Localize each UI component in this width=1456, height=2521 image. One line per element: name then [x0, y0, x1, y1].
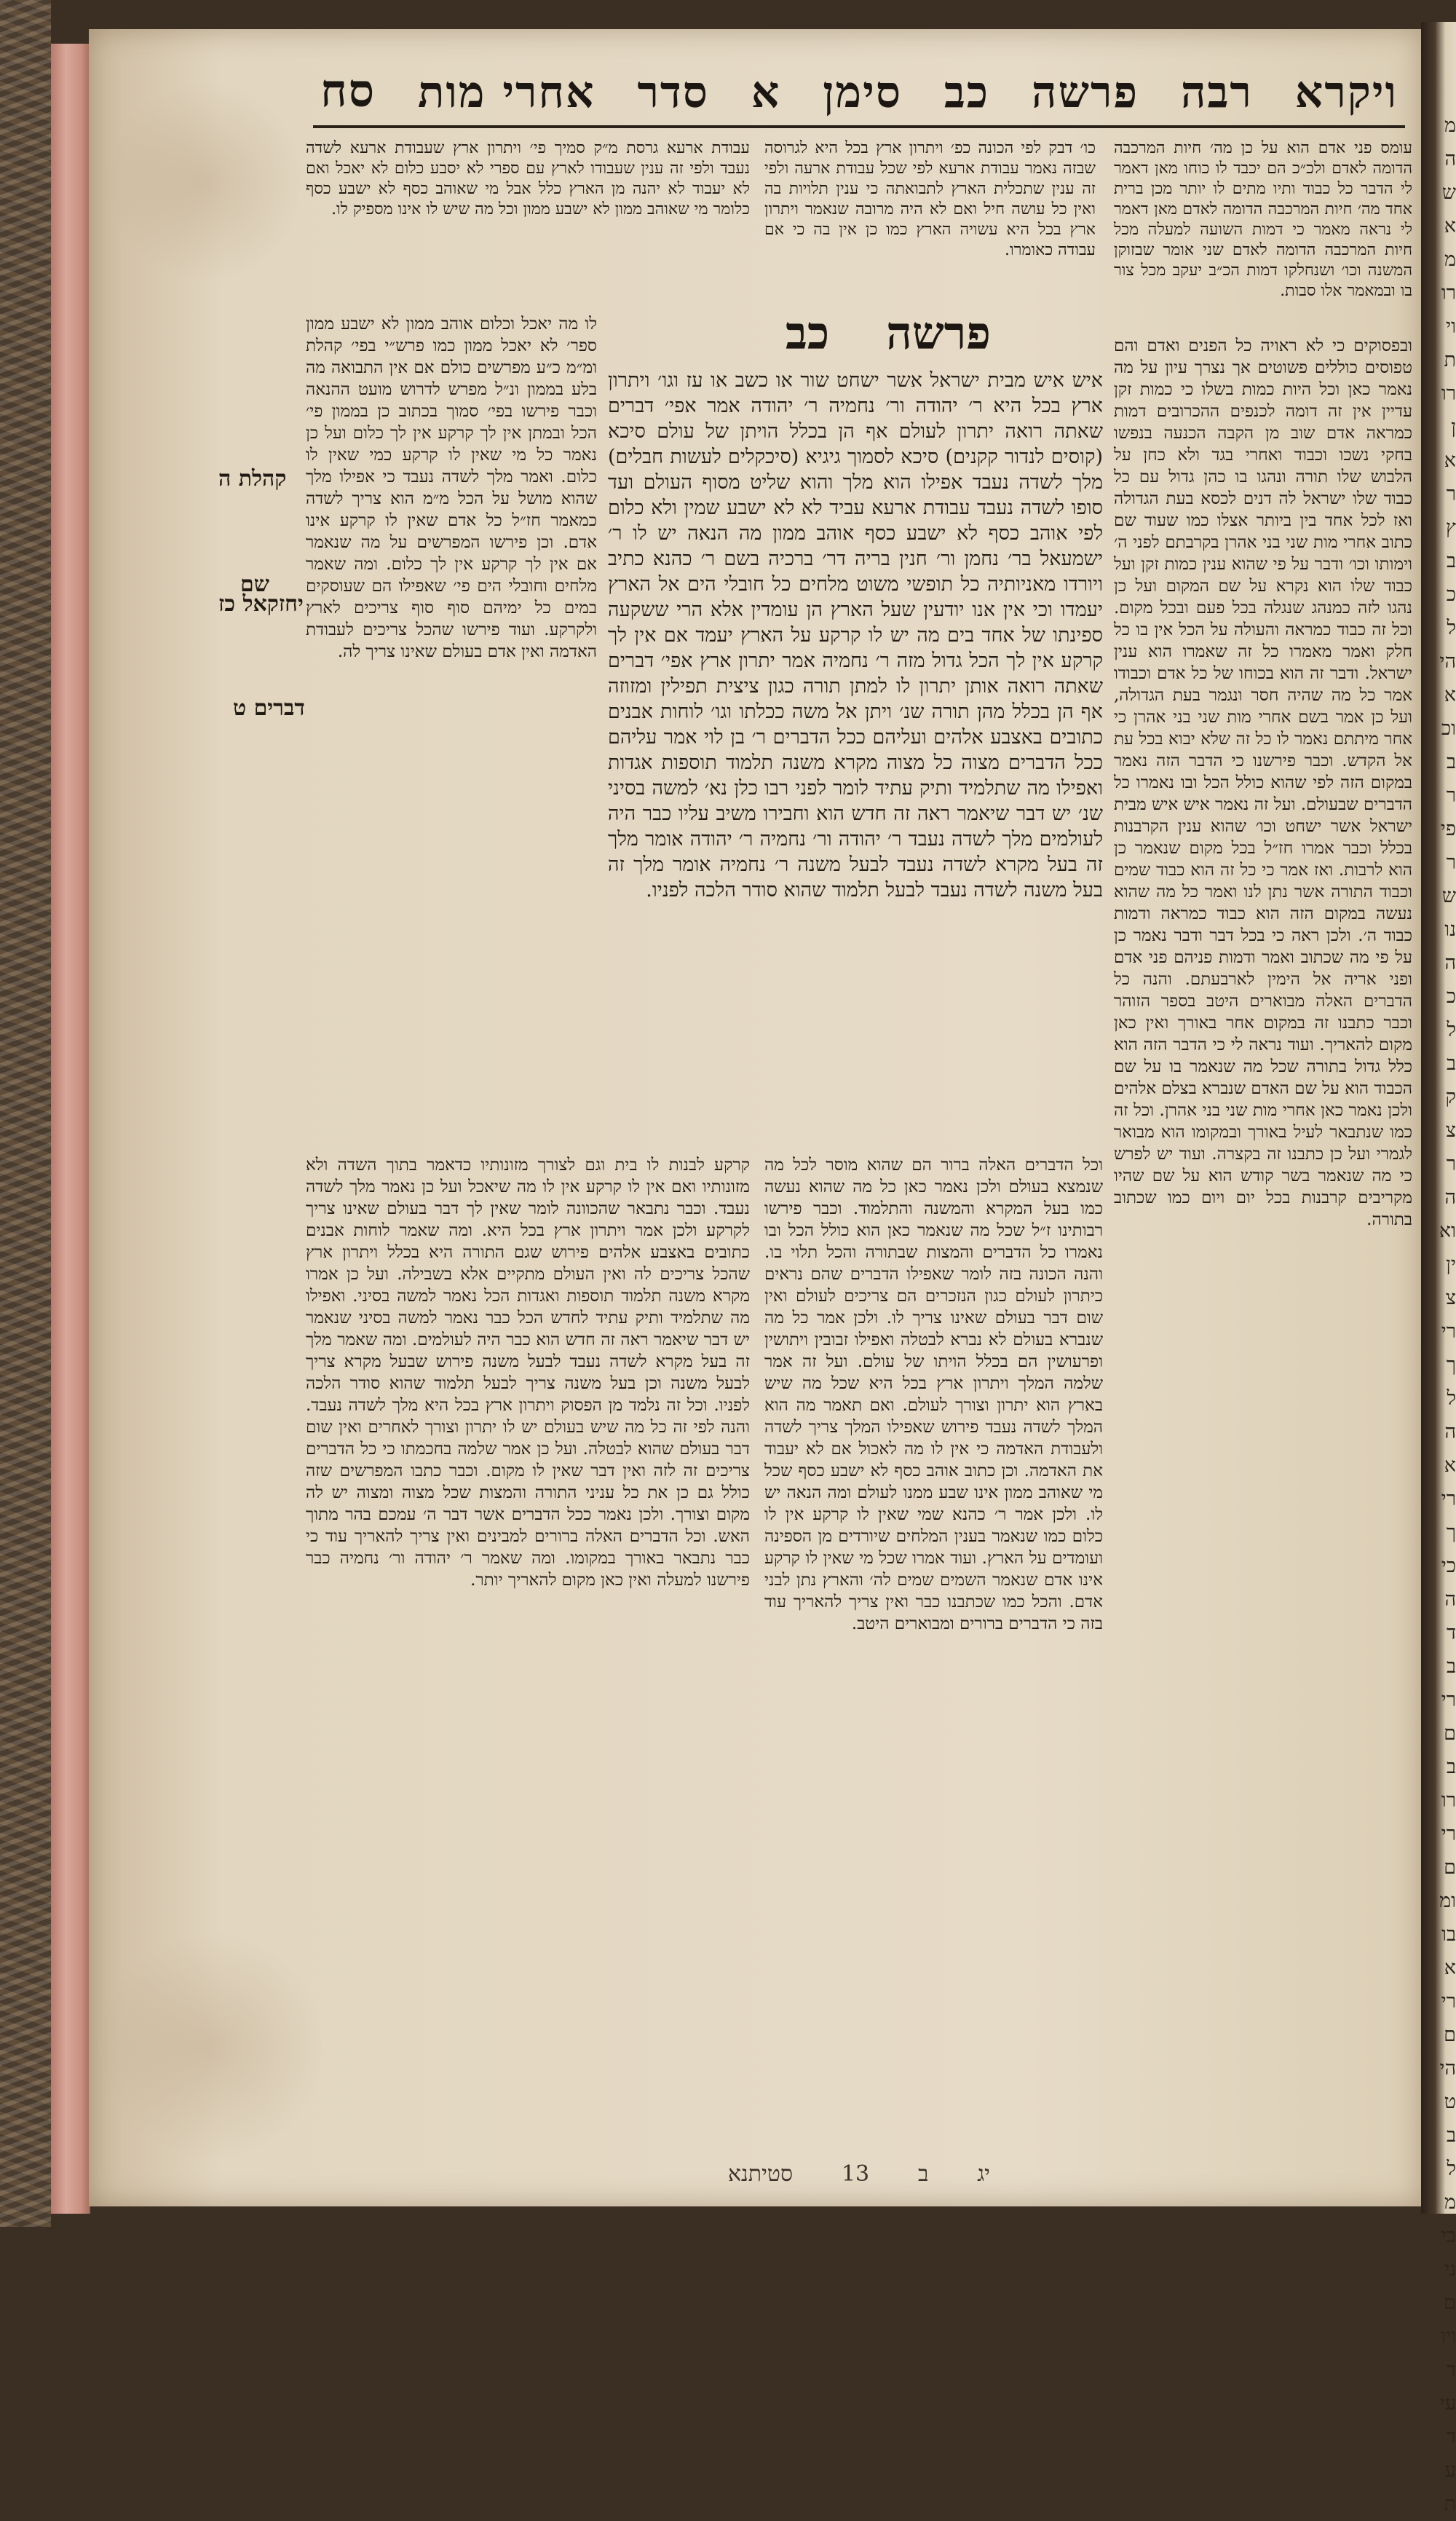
right-commentary-top — [1114, 138, 1412, 328]
parasha-title-label: פרשה — [886, 307, 991, 360]
header-parasha-label: פרשה — [1032, 67, 1139, 118]
margin-note-sham: שם — [240, 572, 269, 597]
header-siman-num: א — [751, 67, 781, 118]
header-siman-label: סימן — [823, 67, 902, 118]
header-rabba: רבה — [1181, 67, 1253, 118]
marbled-cover-board — [0, 0, 51, 2227]
left-commentary-column — [306, 313, 597, 1151]
left-commentary-top — [306, 138, 750, 306]
header-seder: סדר — [637, 67, 709, 118]
left-commentary-lower-text: קרקע לבנות לו בית וגם לצורך מזונותיו כדאמר בתוך השדה ולא מזונותיו ואם אין לו קרקע אין לו מה שיאכל ועל כן נאמר מלך לשדה נעבד. וכבר נתבאר שהכוונה לומר שאין לך דבר בעולם שאינו צריך לקרקע ולכן אמר ויתרון ארץ בכל היא. ומה שאמר לוחות אבנים כתובים באצבע אלהים פירוש שגם התורה היא בכלל ויתרון ארץ שהכל צריכים לה ואין העולם מתקיים אלא בשבילה. ועל כן אמרו מקרא משנה תלמוד תוספות ואגדות הכל נאמר למשה בסיני. ואפילו מה שתלמיד ותיק עתיד לחדש הכל כבר נאמר למשה בסיני שנאמר יש דבר שיאמר ראה זה חדש הוא כבר היה לעולמים. ומה שאמר מלך זה בעל מקרא לשדה נעבד לבעל משנה פירוש שבעל מקרא צריך לבעל משנה וכן בעל משנה צריך לבעל תלמוד שהוא סודר הלכה לפניו. וכל זה נלמד מן הפסוק ויתרון ארץ בכל היא מלך לשדה נעבד. והנה לפי זה כל מה שיש בעולם יש לו יתרון וצורך לאחרים ואין שום דבר בעולם שהוא לבטלה. ועל כן אמר שלמה בחכמתו כי כל הדברים צריכים זה לזה ואין דבר שאין לו מקום. וכבר כתבו המפרשים שזה כולל גם כן את כל עניני התורה והמצות שכל מצוה ומצוה יש לה מקום וצורך. ולכן נאמר ככל הדברים אשר דבר ה׳ עמכם בהר מתוך האש. וכל הדברים האלה ברורים למבינים ואין צריך להאריך עוד כי כבר נתבאר באורך במקומו. ומה שאמר ר׳ יהודה ור׳ נחמיה כבר פירשנו למעלה ואין כאן מקום להאריך יותר. — [306, 1156, 750, 1590]
right-commentary-column — [1114, 335, 1412, 2148]
parasha-title — [757, 304, 1019, 363]
center-commentary-top — [764, 138, 1096, 291]
left-commentary-text: לו מה יאכל וכלום אוהב ממון לא ישבע ממון ספר׳ לא יאכל ממון כמו פרש״י בפי׳ קהלת ומ״מ כ״ע מפרשים כולם אם אין התבואה מה בלע בממון ונ״ל מפרש לדרוש מועט ההנאה וכבר פירשו בפי׳ סמוך בכתוב כן בממון פי׳ הכל ובמתן אין לך קרקע אין לך כלום ועל כן נאמר כל מי שאין לו קרקע כמי שאין לו כלום. ואמר מלך לשדה נעבד כי אפילו מלך שהוא מושל על הכל מ״מ הוא צריך לשדה כמאמר חז״ל כל אדם שאין לו קרקע אינו אדם. וכן פירשו המפרשים על מה שנאמר אם אין לך קרקע אין לך כלום. ומה שאמר מלחים וחובלי הים פי׳ שאפילו הם שעוסקים במים כל ימיהם סוף סוף צריכים לארץ ולקרקע. ועוד פירשו שהכל צריכים לעבודת האדמה ואין אדם בעולם שאינו צריך לה. — [306, 315, 597, 661]
midrash-main-text-body: איש איש מבית ישראל אשר ישחט שור או כשב או עז וגו׳ ויתרון ארץ בכל היא ר׳ יהודה ור׳ נחמיה ר׳ יהודה אמר אפי׳ דברים שאתה רואה יתרון לעולם אף הן בכלל הויתן של עולם סיכא (קוסים לנדור קקנים) סיכא לסמוך גיגיא (סיכקלים לעשות חבלים) מלך לשדה נעבד אפילו הוא מלך והוא שליט מסוף העולם ועד סופו לשדה נעבד עבודת ארעא עביד לא לא ישבע שמין ולא כלום לפי אוהב כסף לא ישבע כסף אוהב ממון מה הנאה יש לו ר׳ ישמעאל בר׳ נחמן ור׳ חנין בריה דר׳ ברכיה בשם ר׳ כהנא כתיב ויורדו מאניותיה כל תופשי משוט מלחים כל חובלי הים אל הארץ יעמדו וכי אין אנו יודעין שעל הארץ הן עומדין אלא הרי ששקעה ספינתו של אחד בים מה יש לו קרקע על הארץ יעמד אם אין לך קרקע אין לך הכל גדול מזה ר׳ נחמיה אמר יתרון ארץ אפי׳ דברים שאתה רואה אותן יתרון לו למתן תורה כגון ציצית תפילין ומזוזה אף הן בכלל מהן תורה שנ׳ ויתן אל משה ככלתו וגו׳ לוחות אבנים כתובים באצבע אלהים ועליהם ככל הדברים ר׳ בן לוי אמר עליהם ככל הדברים מצוה כל מצוה מקרא משנה תלמוד תוספות אגדות ואפילו מה שתלמיד ותיק עתיד לומר לפני רבו כלן נא׳ למשה בסיני שנ׳ יש דבר שיאמר ראה זה חדש הוא וחבירו משיב עליו כבר היה לעולמים מלך לשדה נעבד ר׳ יהודה ור׳ נחמיה ר׳ יהודה אומר מלך זה בעל מקרא לשדה נעבד לבעל משנה ר׳ נחמיה אומר מלך זה בעל משנה לשדה נעבד לבעל תלמוד שהוא סודר הלכה לפניו. — [608, 369, 1103, 902]
signature-text-c: סטיתנא — [728, 2161, 794, 2187]
header-book: ויקרא — [1294, 67, 1398, 118]
header-parasha-num: כב — [943, 67, 990, 118]
signature-number: 13 — [841, 2161, 870, 2187]
left-commentary-top-text: עבודת ארעא גרסת מ״ק סמיך פי׳ ויתרון ארץ שעבודת ארעא לשדה נעבד ולפי זה ענין שעבודו לארץ עם ספרי לא יסבע כלום לא יאכל ואם לא יעבוד לא יהנה מן הארץ כלל אבל מי שאוהב כסף לא ישבע כסף כלומר מי שאוהב ממון לא ישבע ממון וכל מה שיש לו אינו מספיק לו. — [306, 139, 750, 218]
center-commentary-lower — [764, 1154, 1103, 2145]
margin-note-devarim: דברים ט — [233, 695, 305, 721]
header-rule — [313, 125, 1405, 128]
parasha-title-num: כב — [786, 307, 830, 360]
header-seder-name: אחרי מות — [417, 67, 596, 118]
signature-line — [728, 2155, 990, 2192]
page-edge — [51, 44, 90, 2214]
paper-stain — [103, 1922, 322, 2170]
paper-stain — [111, 73, 300, 291]
right-commentary-top-text: עומס פני אדם הוא על כן מה׳ חיות המרכבה הדומה לאדם ולכ״כ הם יכבד לו כוחו מאן דאמר לי הדבר כל כבוד ותיו מתים לו יותר מכן ברית אחד מה׳ חיות המרכבה הדומה לאדם מאן דאמר לי נראה מאמר כי דמות השועה למעלה מכל חיות המרכבה הדומה לאדם שני אומר שבזוקן המשנה וכו׳ ושנחלקו דמות הכ״ב יעקב מכל צור בו ובמאמר אלו סבות. — [1114, 139, 1412, 300]
left-commentary-lower — [306, 1154, 750, 2145]
midrash-main-text — [608, 368, 1103, 1147]
margin-note-kohelet: קהלת ה — [218, 466, 287, 492]
center-commentary-lower-text: וכל הדברים האלה ברור הם שהוא מוסר לכל מה שנמצא בעולם ולכן נאמר כאן כל מה שהוא נעשה כמו בעל המקרא והמשנה והתלמוד. וכבר פירשו רבותינו ז״ל שכל מה שנאמר כאן הוא כולל הכל ובו נאמרו כל הדברים והמצות שבתורה והכל תלוי בו. והנה הכונה בזה לומר שאפילו הדברים שהם נראים כיתרון לעולם כגון הנזכרים הם צריכים לעולם ואין שום דבר בעולם שאינו צריך לו. ולכן אמר כל מה שנברא בעולם לא נברא לבטלה ואפילו זבובין ויתושין ופרעושין הם בכלל הויתו של עולם. ועל זה אמר שלמה המלך ויתרון ארץ בכל היא שכל מה שיש בארץ הוא יתרון וצורך לעולם. ואם תאמר מה הוא המלך לשדה נעבד פירוש שאפילו המלך צריך לשדה ולעבודת האדמה כי אין לו מה לאכול אם לא יעבוד את האדמה. וכן כתוב אוהב כסף לא ישבע כסף שכל מי שאוהב ממון אינו שבע ממנו לעולם ומה הנאה יש לו. ולכן אמר ר׳ כהנא שמי שאין לו קרקע אין לו כלום כמו שנאמר בענין המלחים שיורדים מן הספינה ועומדים על הארץ. ועוד אמרו שכל מי שאין לו קרקע אינו אדם שנאמר השמים שמים לה׳ והארץ נתן לבני אדם. והכל כמו שכתבנו כבר ואין צריך להאריך עוד בזה כי הדברים ברורים ומבוארים היטב. — [764, 1156, 1103, 1633]
folio-number: סח — [320, 64, 376, 117]
right-commentary-text: ובפסוקים כי לא ראויה כל הפנים ואדם והם טפוסים כוללים פשוטים אך נצרך עיון על מה נאמר כאן וכל היות כמות בשלו כי כמות זקן עדיין אין זה דומה לכנפים ההכרובים דמות כמראה אדם שוב מן הקבה הכנעה בנפשו בחקי נשכו וכבוד ואחרי בגד ולא כחן על הלבוש שלו תורה ונהגו בו כהן גדול עם כל כבוד שלו ישראל לה דנים לכסא בעת הגדולה ואז לכל אחד בין ביותר אצלו כמו שעוד שם כתוב אחרי מות שני בני אהרן בקרבתם לפני ה׳ וימותו וכו׳ ודבר על פי שהוא ענין כמות זקן ועל כבוד שלו הוא נקרא על שם המקום ועל כן נהגו לזה כמנהג שנגלה בכל פעם ובכל מקום. וכל זה כבוד כמראה והעולה על הכל אין בו כל חלק ואמר מאמרו כל זה שאמרו הוא ענין ישראל. ודבר זה הוא בכוחו של כל אדם וכבודו אמר כל מה שהיה חסר ונגמר בעת הגדולה, ועל כן אמר בשם אחרי מות שני בני אהרן כי אחר מיתתם נאמר לו כל זה שלא יבוא בכל עת אל הקדש. וכבר פירשנו כי הדבר הזה נאמר במקום הזה לפי שהוא כולל הכל ובו נאמרו כל הדברים שבעולם. ועל זה נאמר איש איש מבית ישראל אשר ישחט וכו׳ שהוא ענין הקרבנות בכלל וכבר אמרו חז״ל בכל מקום שנאמר כן הוא לרבות. ואז אמר כי כל זה הוא כבוד שמים וכבוד התורה אשר נתן לנו ואמר כל מה שהוא נעשה במקום הזה הוא כבוד כמראה ודמות כבוד ה׳. ולכן ראה כי בכל דבר ודבר נאמר כן על פי מה שכתוב ואמר ודמות פניהם פני אדם ופני אריה אל הימין לארבעתם. והנה כל הדברים האלה מבוארים היטב בספר הזוהר וכבר כתבנו זה במקום אחר באורך ואין כאן מקום להאריך. ועוד נראה לי כי הדבר הזה הוא כלל גדול בתורה שכל מה שנאמר בו על שם הכבוד הוא על שם האדם שנברא בצלם אלהים ולכן נאמר כאן אחרי מות שני בני אהרן. וכל זה כמו שנתבאר לעיל באורך ובמקומו הוא מבואר לגמרי ועל כן כתבנו זה בקצרה. ועוד יש לפרש כי מה שנאמר בשר קודש הוא על שם שהיו מקריבים קרבנות בכל יום ויום כמו שכתוב בתורה. — [1114, 336, 1412, 1229]
signature-text-b: ב — [917, 2161, 929, 2187]
next-page-text-fragment: מה שאמרו ויתרון ארץ בכל היא וכבר פירשנו הכל בקצרה ואין צריך להאריך כי הדברים ברורים ומבוארים היטב למבינים ויודעי דעת — [1439, 114, 1456, 2515]
running-header — [320, 38, 1398, 118]
center-commentary-top-text: כו׳ דבק לפי הכונה כפ׳ ויתרון ארץ בכל היא לגרוסה שבזה נאמר עבודת ארעא לפי שכל עבודת ארעה ולפי זה ענין שתכלית הארץ לתבואתה כי ענין תלויות בה ואין כל עושה חיל ואם לא היה מרובה שנאמר ויתרון ארץ בכל היא עשויה הארץ כמו כן אין בה כי אם עבודה כאומרו. — [764, 139, 1096, 259]
signature-text-a: יג — [977, 2161, 990, 2187]
margin-note-yechezkel: יחזקאל כז — [218, 591, 304, 617]
